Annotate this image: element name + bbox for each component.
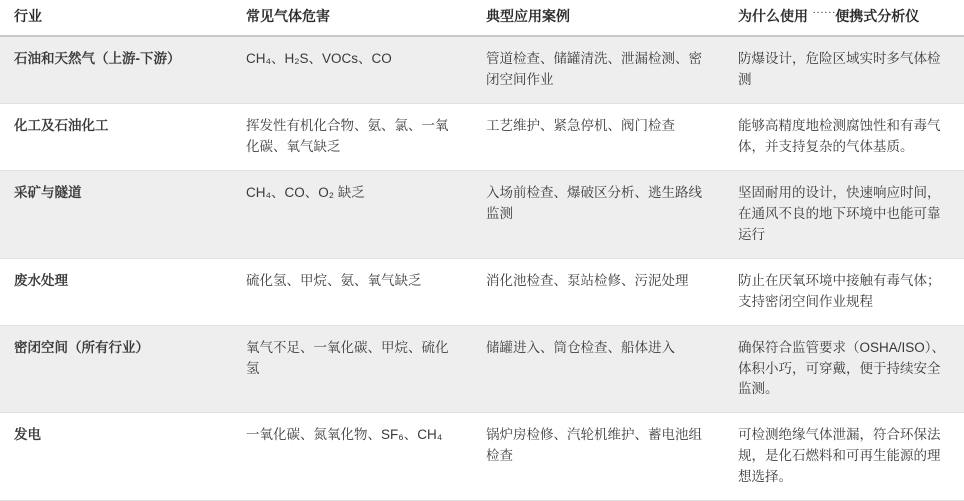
cell-why: 坚固耐用的设计，快速响应时间，在通风不良的地下环境中也能可靠运行 — [724, 170, 964, 258]
cell-hazards: 挥发性有机化合物、氨、氯、一氧化碳、氧气缺乏 — [232, 104, 472, 171]
table-row — [0, 258, 964, 325]
cell-use-cases: 入场前检查、爆破区分析、逃生路线监测 — [472, 170, 724, 258]
cell-hazards: CH₄、CO、O₂ 缺乏 — [232, 170, 472, 258]
cell-hazards: 氧气不足、一氧化碳、甲烷、硫化氢 — [232, 325, 472, 413]
cell-why: 确保符合监管要求（OSHA/ISO）、体积小巧，可穿戴，便于持续安全监测。 — [724, 325, 964, 413]
column-header-hazards: 常见气体危害 — [232, 0, 472, 36]
cell-industry: 废水处理 — [0, 258, 232, 325]
cell-industry: 石油和天然气（上游-下游） — [0, 36, 232, 103]
cell-hazards: 硫化氢、甲烷、氨、氧气缺乏 — [232, 258, 472, 325]
cell-why: 能够高精度地检测腐蚀性和有毒气体，并支持复杂的气体基质。 — [724, 104, 964, 171]
cell-use-cases: 工艺维护、紧急停机、阀门检查 — [472, 104, 724, 171]
cell-industry: 采矿与隧道 — [0, 170, 232, 258]
column-header-industry: 行业 — [0, 0, 232, 36]
cell-use-cases: 锅炉房检修、汽轮机维护、蓄电池组检查 — [472, 413, 724, 501]
cell-hazards: CH₄、H₂S、VOCs、CO — [232, 36, 472, 103]
cell-industry: 密闭空间（所有行业） — [0, 325, 232, 413]
cell-industry: 化工及石油化工 — [0, 104, 232, 171]
table-row — [0, 36, 964, 103]
cell-hazards: 一氧化碳、氮氧化物、SF₆、CH₄ — [232, 413, 472, 501]
column-header-why: 为什么使用 ͘ ͘ ͘ ͘ ͘ ͘ 便携式分析仪 — [724, 0, 964, 36]
table-row — [0, 413, 964, 501]
cell-why: 防止在厌氧环境中接触有毒气体；支持密闭空间作业规程 — [724, 258, 964, 325]
cell-why: 防爆设计，危险区域实时多气体检测 — [724, 36, 964, 103]
table-header-row — [0, 0, 964, 36]
table-row — [0, 325, 964, 413]
cell-use-cases: 管道检查、储罐清洗、泄漏检测、密闭空间作业 — [472, 36, 724, 103]
cell-use-cases: 消化池检查、泵站检修、污泥处理 — [472, 258, 724, 325]
table-body — [0, 36, 964, 500]
table-row — [0, 170, 964, 258]
table-header — [0, 0, 964, 36]
cell-industry: 发电 — [0, 413, 232, 501]
table-row — [0, 104, 964, 171]
cell-why: 可检测绝缘气体泄漏，符合环保法规，是化石燃料和可再生能源的理想选择。 — [724, 413, 964, 501]
cell-use-cases: 储罐进入、筒仓检查、船体进入 — [472, 325, 724, 413]
column-header-use-cases: 典型应用案例 — [472, 0, 724, 36]
